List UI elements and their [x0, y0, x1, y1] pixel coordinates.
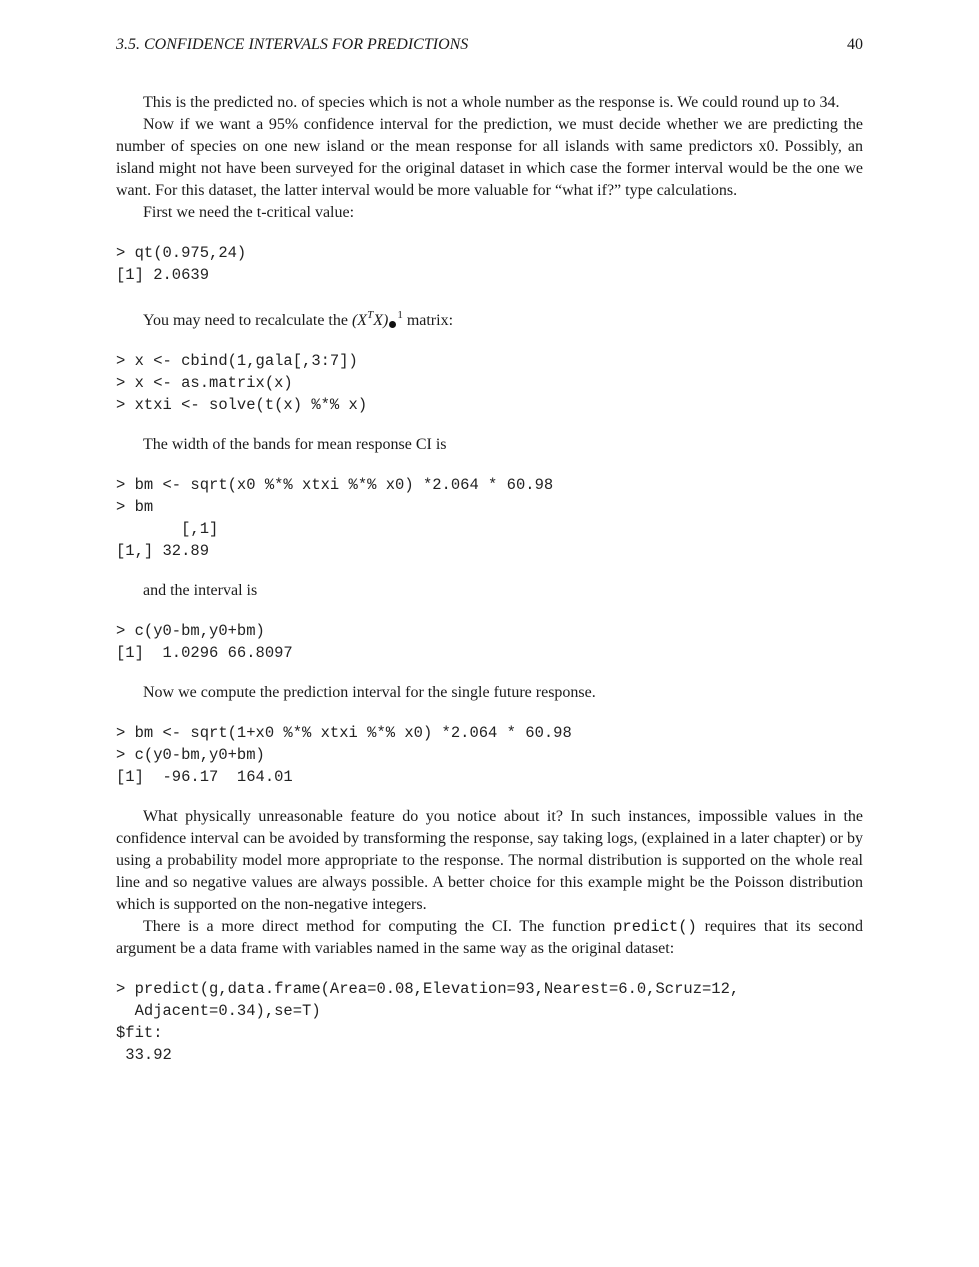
- math-end: X): [373, 312, 389, 329]
- running-title: 3.5. CONFIDENCE INTERVALS FOR PREDICTIONS: [116, 36, 469, 53]
- paragraph-t-critical: First we need the t-critical value:: [143, 204, 355, 221]
- math-base: (X: [351, 312, 368, 329]
- inverse-bullet-glyph: [389, 321, 396, 328]
- paragraph-interval-is: and the interval is: [143, 582, 258, 599]
- paragraph-round-up: This is the predicted no. of species which is not a whole number as the response is. We could round up to 34.: [143, 94, 840, 111]
- code-block-mean-interval: [116, 620, 863, 664]
- page-body: [116, 92, 863, 1084]
- text-recalc-before: You may need to recalculate the: [143, 312, 352, 329]
- code-qt: > qt(0.975,24) [1] 2.0639: [116, 244, 247, 284]
- code-xtxi: > x <- cbind(1,gala[,3:7]) > x <- as.matrix(x) > xtxi <- solve(t(x) %*% x): [116, 352, 368, 414]
- code-block-xtxi: [116, 350, 863, 416]
- code-block-qt: [116, 242, 863, 286]
- code-block-predict: [116, 978, 863, 1066]
- running-header: [116, 36, 863, 58]
- paragraph-prediction-interval: Now we compute the prediction interval for the single future response.: [143, 684, 596, 701]
- code-block-prediction-interval: [116, 722, 863, 788]
- code-bm: > bm <- sqrt(x0 %*% xtxi %*% x0) *2.064 * 60.98 > bm [,1] [1,] 32.89: [116, 476, 554, 560]
- math-sup-1: 1: [397, 309, 403, 321]
- paragraph-band-width: The width of the bands for mean response CI is: [143, 436, 447, 453]
- text-predict-after: requires that its second argument be a data frame with variables named in the same way as the original dataset:: [116, 918, 863, 957]
- inline-code-predict: predict(): [613, 918, 697, 936]
- paragraph-predict-function: [116, 916, 863, 960]
- paragraph-recalculate-matrix: [116, 304, 863, 332]
- math-sup-t: T: [367, 309, 374, 321]
- paragraph-unreasonable-feature: What physically unreasonable feature do you notice about it? In such instances, impossible values in the confidence interval can be avoided by transforming the response, say taking logs, (explained in a later chapter) or by using a probability model more appropriate to the response. The normal distribution is supported on the whole real line and so negative values are always possible. A better choice for this example might be the Poisson distribution which is supported on the non-negative integers.: [116, 808, 863, 913]
- paragraph-confidence-interval: Now if we want a 95% confidence interval for the prediction, we must decide whether we are predicting the number of species on one new island or the mean response for all islands with same predictors x0. Possibly, an island might not have been surveyed for the original dataset in which case the former interval would be the one we want. For this dataset, the latter interval would be more valuable for “what if?” type calculations.: [116, 116, 863, 199]
- text-recalc-after: matrix:: [402, 312, 454, 329]
- page-number: 40: [847, 36, 863, 53]
- code-prediction-interval: > bm <- sqrt(1+x0 %*% xtxi %*% x0) *2.064 * 60.98 > c(y0-bm,y0+bm) [1] -96.17 164.01: [116, 724, 572, 786]
- text-predict-before: There is a more direct method for computing the CI. The function: [143, 918, 614, 935]
- code-block-bm: [116, 474, 863, 562]
- code-predict: > predict(g,data.frame(Area=0.08,Elevation=93,Nearest=6.0,Scruz=12, Adjacent=0.34),se=T) $fit: 33.92: [116, 980, 740, 1064]
- math-xtx: [351, 309, 389, 329]
- code-mean-interval: > c(y0-bm,y0+bm) [1] 1.0296 66.8097: [116, 622, 293, 662]
